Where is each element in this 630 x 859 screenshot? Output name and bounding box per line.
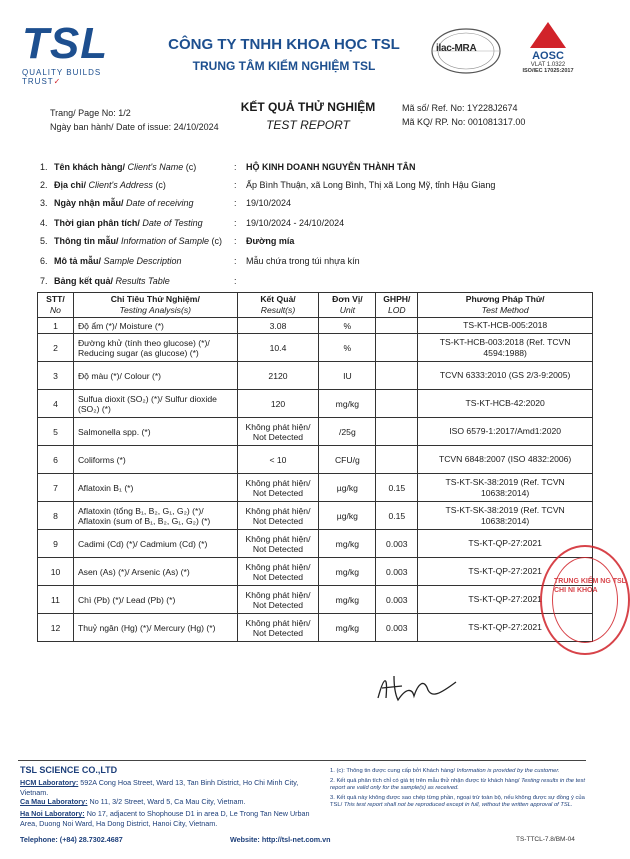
results-body — [38, 318, 593, 642]
cell-result: < 10 — [237, 446, 319, 474]
table-row — [38, 474, 593, 502]
form-code: TS-TTCL-7.8/BM-04 — [516, 836, 575, 843]
info-label-en: Date of Testing — [139, 218, 203, 228]
note-1-vn: 1. (c): Thông tin được cung cấp bởi Khách hàng/ — [330, 768, 457, 774]
aosc-logo — [508, 22, 588, 74]
page-number: Trang/ Page No: 1/2 — [50, 108, 131, 118]
info-value: Đường mía — [246, 236, 295, 246]
column-header — [418, 293, 593, 318]
column-header-vn: Chỉ Tiêu Thử Nghiệm/ — [110, 294, 200, 304]
cell-analysis: Salmonella spp. (*) — [73, 418, 237, 446]
info-number: 6. — [40, 256, 48, 266]
info-label — [54, 218, 203, 228]
camau-address: No 11, 3/2 Street, Ward 5, Ca Mau City, Vietnam. — [87, 797, 246, 806]
info-number: 3. — [40, 198, 48, 208]
table-row — [38, 446, 593, 474]
cell-analysis: Độ ẩm (*)/ Moisture (*) — [73, 318, 237, 334]
rp-number: Mã KQ/ RP. No: 001081317.00 — [402, 117, 526, 127]
cell-method: TCVN 6333:2010 (GS 2/3-9:2005) — [418, 362, 593, 390]
table-header-row — [38, 293, 593, 318]
cell-method: TCVN 6848:2007 (ISO 4832:2006) — [418, 446, 593, 474]
aosc-name: AOSC — [532, 50, 564, 62]
cell-unit: µg/kg — [319, 502, 376, 530]
cell-unit: mg/kg — [319, 586, 376, 614]
note-2-en: Testing results in the test report are valid only for the sample(s) as received. — [330, 777, 585, 792]
cell-lod: 0.15 — [376, 474, 418, 502]
check-icon: ✓ — [53, 77, 62, 86]
cell-no: 6 — [38, 446, 74, 474]
cell-lod — [376, 362, 418, 390]
note-2-vn: 2. Kết quả phân tích chỉ có giá trị trên mẫu thử nhận được từ khách hàng/ — [330, 777, 522, 784]
info-label-vn: Thông tin mẫu/ — [54, 236, 119, 246]
cell-no: 2 — [38, 334, 74, 362]
info-label — [54, 198, 194, 208]
info-label-vn: Ngày nhận mẫu/ — [54, 198, 124, 208]
column-header — [376, 293, 418, 318]
company-heading — [150, 36, 418, 73]
cell-unit: mg/kg — [319, 614, 376, 642]
ilac-mra-logo — [430, 26, 502, 76]
cell-lod: 0.003 — [376, 614, 418, 642]
info-label-vn: Tên khách hàng/ — [54, 162, 126, 172]
cell-lod: 0.003 — [376, 530, 418, 558]
cell-result: Không phát hiện/ Not Detected — [237, 558, 319, 586]
cell-unit: % — [319, 334, 376, 362]
cell-unit: mg/kg — [319, 530, 376, 558]
footer-company — [20, 766, 117, 776]
ref-number: Mã số/ Ref. No: 1Y228J2674 — [402, 103, 518, 113]
info-label-vn: Bảng kết quả/ — [54, 276, 114, 286]
info-label — [54, 256, 182, 266]
cell-result: 3.08 — [237, 318, 319, 334]
cell-lod — [376, 418, 418, 446]
cell-method: TS-KT-SK-38:2019 (Ref. TCVN 10638:2014) — [418, 502, 593, 530]
company-name: CÔNG TY TNHH KHOA HỌC TSL — [168, 36, 400, 53]
cell-analysis: Chì (Pb) (*)/ Lead (Pb) (*) — [73, 586, 237, 614]
website-link[interactable]: Website: http://tsl-net.com.vn — [230, 835, 331, 844]
info-value: Mẫu chứa trong túi nhựa kín — [246, 256, 360, 266]
table-row — [38, 558, 593, 586]
info-label-suffix: (c) — [209, 236, 223, 246]
info-value: 19/10/2024 — [246, 198, 292, 208]
info-label-suffix: (c) — [183, 162, 197, 172]
cell-result: 10.4 — [237, 334, 319, 362]
results-table — [37, 292, 593, 642]
cell-analysis: Aflatoxin (tổng B₁, B₂, G₁, G₂) (*)/ Aflatoxin (sum of B₁, B₂, G₁, G₂) (*) — [73, 502, 237, 530]
cell-method: TS-KT-HCB-005:2018 — [418, 318, 593, 334]
cell-method: TS-KT-QP-27:2021 — [418, 530, 593, 558]
logo-tagline — [22, 68, 140, 86]
info-label-en: Information of Sample — [118, 236, 210, 246]
cell-no: 12 — [38, 614, 74, 642]
cell-no: 8 — [38, 502, 74, 530]
info-value: HỘ KINH DOANH NGUYỄN THÀNH TÂN — [246, 162, 416, 172]
cell-method: TS-KT-HCB-42:2020 — [418, 390, 593, 418]
cell-result: Không phát hiện/ Not Detected — [237, 418, 319, 446]
report-title-vn: KẾT QUẢ THỬ NGHIỆM — [240, 100, 376, 114]
info-number: 4. — [40, 218, 48, 228]
hcm-label: HCM Laboratory: — [20, 778, 79, 787]
logo-text: TSL — [22, 19, 109, 68]
hanoi-label: Ha Noi Laboratory: — [20, 809, 85, 818]
column-header-vn: Đơn Vị/ — [332, 294, 363, 304]
info-label-en: Sample Description — [101, 256, 182, 266]
cell-no: 3 — [38, 362, 74, 390]
column-header-vn: GHPH/ — [383, 294, 411, 304]
info-label-suffix: (c) — [152, 180, 166, 190]
cell-no: 4 — [38, 390, 74, 418]
cell-lod — [376, 318, 418, 334]
cell-unit: µg/kg — [319, 474, 376, 502]
info-colon: : — [234, 162, 237, 172]
hanoi-lab — [20, 809, 320, 828]
cell-method: TS-KT-QP-27:2021 — [418, 558, 593, 586]
info-label — [54, 162, 196, 172]
table-row — [38, 530, 593, 558]
camau-label: Ca Mau Laboratory: — [20, 797, 88, 806]
cell-method: TS-KT-QP-27:2021 — [418, 586, 593, 614]
cell-method: ISO 6579-1:2017/Amd1:2020 — [418, 418, 593, 446]
column-header — [38, 293, 74, 318]
issue-date: Ngày ban hành/ Date of issue: 24/10/2024 — [50, 122, 219, 132]
info-colon: : — [234, 276, 237, 286]
cell-unit: % — [319, 318, 376, 334]
info-label — [54, 180, 166, 190]
report-title-en: TEST REPORT — [266, 118, 350, 132]
cell-no: 10 — [38, 558, 74, 586]
seal-inner-ring — [552, 557, 618, 643]
cell-unit: /25g — [319, 418, 376, 446]
table-row — [38, 586, 593, 614]
cell-unit: mg/kg — [319, 390, 376, 418]
cell-unit: CFU/g — [319, 446, 376, 474]
cell-result: Không phát hiện/ Not Detected — [237, 614, 319, 642]
table-row — [38, 502, 593, 530]
info-label-vn: Địa chỉ/ — [54, 180, 87, 190]
info-colon: : — [234, 198, 237, 208]
note-3-en: This test report shall not be reproduced except in full, without the written approval of TSL. — [343, 802, 573, 809]
column-header-vn: Kết Quả/ — [260, 294, 296, 304]
column-header-en: Unit — [339, 305, 356, 315]
cell-unit: IU — [319, 362, 376, 390]
official-seal — [540, 545, 630, 655]
cell-analysis: Asen (As) (*)/ Arsenic (As) (*) — [73, 558, 237, 586]
vlat-code: VLAT 1.0322 — [530, 62, 566, 68]
column-header — [319, 293, 376, 318]
cell-lod — [376, 446, 418, 474]
info-label — [54, 236, 222, 246]
cell-analysis: Độ màu (*)/ Colour (*) — [73, 362, 237, 390]
cell-no: 11 — [38, 586, 74, 614]
cell-result: Không phát hiện/ Not Detected — [237, 474, 319, 502]
info-colon: : — [234, 180, 237, 190]
cell-no: 1 — [38, 318, 74, 334]
camau-lab — [20, 797, 320, 807]
info-value: 19/10/2024 - 24/10/2024 — [246, 218, 345, 228]
cell-lod — [376, 390, 418, 418]
cell-result: 2120 — [237, 362, 319, 390]
info-label — [54, 276, 170, 286]
cell-analysis: Coliforms (*) — [73, 446, 237, 474]
column-header-en: No — [49, 305, 61, 315]
cell-analysis: Thuỷ ngân (Hg) (*)/ Mercury (Hg) (*) — [73, 614, 237, 642]
note-1 — [330, 768, 592, 776]
info-colon: : — [234, 218, 237, 228]
signature — [372, 668, 462, 708]
cell-result: 120 — [237, 390, 319, 418]
cell-no: 7 — [38, 474, 74, 502]
info-number: 2. — [40, 180, 48, 190]
cell-lod: 0.003 — [376, 558, 418, 586]
tsl-logo — [22, 19, 140, 86]
cell-lod: 0.15 — [376, 502, 418, 530]
info-label-vn: Thời gian phân tích/ — [54, 218, 140, 228]
cell-no: 9 — [38, 530, 74, 558]
table-row — [38, 318, 593, 334]
info-number: 7. — [40, 276, 48, 286]
note-3 — [330, 795, 592, 810]
cell-lod — [376, 334, 418, 362]
cell-method: TS-KT-HCB-003:2018 (Ref. TCVN 4594:1988) — [418, 334, 593, 362]
cell-result: Không phát hiện/ Not Detected — [237, 530, 319, 558]
cell-method: TS-KT-SK-38:2019 (Ref. TCVN 10638:2014) — [418, 474, 593, 502]
cell-analysis: Sulfua dioxit (SO₂) (*)/ Sulfur dioxide (SO₂) (*) — [73, 390, 237, 418]
column-header-en: Test Method — [481, 305, 529, 315]
column-header-vn: Phương Pháp Thử/ — [465, 294, 545, 304]
info-label-en: Client's Address — [86, 180, 153, 190]
telephone — [20, 835, 123, 845]
column-header-en: LOD — [387, 305, 406, 315]
info-value: Ấp Bình Thuận, xã Long Bình, Thị xã Long Mỹ, tỉnh Hậu Giang — [246, 180, 496, 190]
cell-result: Không phát hiện/ Not Detected — [237, 586, 319, 614]
cell-analysis: Đường khử (tính theo glucose) (*)/ Reducing sugar (as glucose) (*) — [73, 334, 237, 362]
column-header-vn: STT/ — [46, 294, 65, 304]
note-1-en: Information is provided by the customer. — [456, 768, 560, 774]
telephone-text: Telephone: (+84) 28.7302.4687 — [20, 835, 123, 844]
ilac-label: ilac-MRA — [436, 43, 477, 54]
cell-method: TS-KT-QP-27:2021 — [418, 614, 593, 642]
aosc-triangle-icon — [530, 22, 566, 48]
tagline-text: QUALITY BUILDS TRUST — [22, 68, 102, 86]
column-header-en: Result(s) — [260, 305, 296, 315]
table-row — [38, 362, 593, 390]
info-label-en: Date of receiving — [123, 198, 194, 208]
info-number: 1. — [40, 162, 48, 172]
table-row — [38, 614, 593, 642]
info-number: 5. — [40, 236, 48, 246]
hanoi-address: No 17, adjacent to Shophouse D1 in area D, Le Trong Tan New Urban Area, Duong Noi Ward, Ha Dong District, Hanoi City, Vietnam. — [20, 809, 310, 828]
table-row — [38, 418, 593, 446]
cell-unit: mg/kg — [319, 558, 376, 586]
info-colon: : — [234, 236, 237, 246]
iso-standard: ISO/IEC 17025:2017 — [522, 68, 574, 74]
info-label-en: Results Table — [113, 276, 170, 286]
info-label-en: Client's Name — [125, 162, 184, 172]
column-header — [73, 293, 237, 318]
seal-text: TRUNG KIỂM NG TSL CHI NI KHOA — [554, 578, 626, 594]
table-row — [38, 390, 593, 418]
hcm-lab — [20, 778, 320, 797]
column-header — [237, 293, 319, 318]
footer-company-name: TSL SCIENCE CO.,LTD — [20, 765, 118, 775]
note-3-vn: 3. Kết quả này không được sao chép từng phần, ngoại trừ toàn bộ, nếu không được sự đồng ý của TSL/ — [330, 794, 585, 809]
info-colon: : — [234, 256, 237, 266]
hcm-address: 592A Cong Hoa Street, Ward 13, Tan Binh District, Ho Chi Minh City, Vietnam. — [20, 778, 299, 797]
info-label-vn: Mô tả mẫu/ — [54, 256, 102, 266]
center-name: TRUNG TÂM KIỂM NGHIỆM TSL — [192, 59, 376, 73]
note-2 — [330, 778, 592, 793]
table-row — [38, 334, 593, 362]
cell-no: 5 — [38, 418, 74, 446]
cell-lod: 0.003 — [376, 586, 418, 614]
cell-analysis: Cadimi (Cd) (*)/ Cadmium (Cd) (*) — [73, 530, 237, 558]
footer-divider — [18, 760, 586, 761]
column-header-en: Testing Analysis(s) — [119, 305, 191, 315]
footer-notes — [330, 768, 592, 810]
cell-analysis: Aflatoxin B₁ (*) — [73, 474, 237, 502]
cell-result: Không phát hiện/ Not Detected — [237, 502, 319, 530]
